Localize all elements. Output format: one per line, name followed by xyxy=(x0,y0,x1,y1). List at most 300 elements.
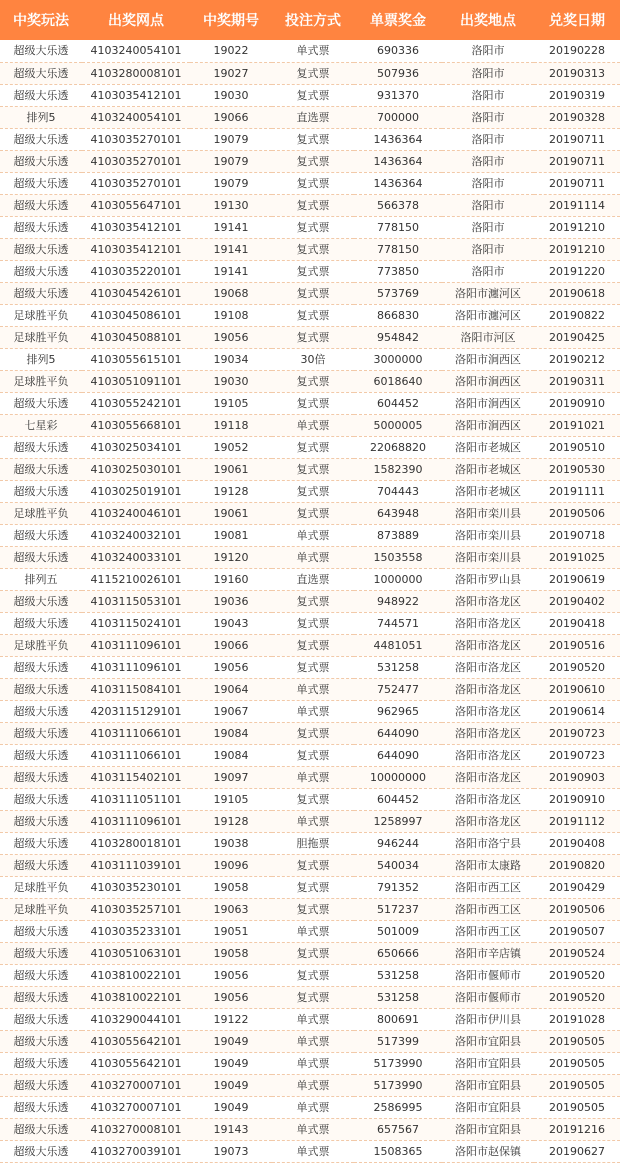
cell-prize-amount: 10000000 xyxy=(354,766,442,788)
cell-claim-date: 20190718 xyxy=(534,524,620,546)
cell-prize-amount: 6018640 xyxy=(354,370,442,392)
cell-play-type: 超级大乐透 xyxy=(0,678,82,700)
cell-bet-method: 复式票 xyxy=(272,282,354,304)
header-outlet: 出奖网点 xyxy=(108,13,164,29)
cell-location: 洛阳市辛店镇 xyxy=(442,942,534,964)
cell-play-type: 超级大乐透 xyxy=(0,744,82,766)
table-row xyxy=(0,458,620,480)
table-row xyxy=(0,348,620,370)
cell-claim-date: 20190506 xyxy=(534,898,620,920)
cell-draw-number: 19118 xyxy=(190,414,272,436)
cell-draw-number: 19105 xyxy=(190,788,272,810)
cell-outlet: 4103270039101 xyxy=(82,1140,190,1162)
cell-prize-amount: 4481051 xyxy=(354,634,442,656)
cell-outlet: 4103810022101 xyxy=(82,986,190,1008)
cell-claim-date: 20191111 xyxy=(534,480,620,502)
cell-outlet: 4103240046101 xyxy=(82,502,190,524)
cell-draw-number: 19056 xyxy=(190,656,272,678)
cell-bet-method: 复式票 xyxy=(272,62,354,84)
cell-claim-date: 20190711 xyxy=(534,150,620,172)
cell-claim-date: 20190524 xyxy=(534,942,620,964)
cell-outlet: 4103280008101 xyxy=(82,62,190,84)
cell-play-type: 足球胜平负 xyxy=(0,876,82,898)
cell-draw-number: 19061 xyxy=(190,502,272,524)
cell-location: 洛阳市涧西区 xyxy=(442,348,534,370)
cell-bet-method: 复式票 xyxy=(272,150,354,172)
table-row xyxy=(0,84,620,106)
cell-bet-method: 复式票 xyxy=(272,986,354,1008)
header-row xyxy=(0,0,620,40)
cell-play-type: 超级大乐透 xyxy=(0,84,82,106)
cell-claim-date: 20190910 xyxy=(534,788,620,810)
cell-draw-number: 19079 xyxy=(190,172,272,194)
cell-claim-date: 20190903 xyxy=(534,766,620,788)
cell-bet-method: 单式票 xyxy=(272,1140,354,1162)
cell-bet-method: 30倍 xyxy=(272,348,354,370)
cell-location: 洛阳市 xyxy=(442,216,534,238)
cell-play-type: 足球胜平负 xyxy=(0,898,82,920)
table-row xyxy=(0,480,620,502)
cell-location: 洛阳市 xyxy=(442,106,534,128)
cell-claim-date: 20191216 xyxy=(534,1118,620,1140)
cell-draw-number: 19049 xyxy=(190,1052,272,1074)
cell-outlet: 4103240032101 xyxy=(82,524,190,546)
table-row xyxy=(0,524,620,546)
cell-location: 洛阳市宜阳县 xyxy=(442,1030,534,1052)
cell-bet-method: 直选票 xyxy=(272,568,354,590)
cell-claim-date: 20190328 xyxy=(534,106,620,128)
cell-claim-date: 20190516 xyxy=(534,634,620,656)
table-row xyxy=(0,62,620,84)
cell-draw-number: 19049 xyxy=(190,1030,272,1052)
cell-outlet: 4103035412101 xyxy=(82,238,190,260)
cell-claim-date: 20190822 xyxy=(534,304,620,326)
cell-draw-number: 19058 xyxy=(190,876,272,898)
table-row xyxy=(0,40,620,62)
table-row xyxy=(0,216,620,238)
cell-play-type: 七星彩 xyxy=(0,414,82,436)
cell-location: 洛阳市栾川县 xyxy=(442,546,534,568)
table-row xyxy=(0,678,620,700)
cell-outlet: 4103035220101 xyxy=(82,260,190,282)
cell-bet-method: 单式票 xyxy=(272,678,354,700)
cell-claim-date: 20190627 xyxy=(534,1140,620,1162)
cell-claim-date: 20190505 xyxy=(534,1096,620,1118)
cell-prize-amount: 540034 xyxy=(354,854,442,876)
cell-claim-date: 20190505 xyxy=(534,1030,620,1052)
cell-location: 洛阳市宜阳县 xyxy=(442,1096,534,1118)
cell-claim-date: 20190228 xyxy=(534,40,620,62)
cell-claim-date: 20190313 xyxy=(534,62,620,84)
cell-prize-amount: 1436364 xyxy=(354,150,442,172)
cell-claim-date: 20190711 xyxy=(534,128,620,150)
cell-draw-number: 19064 xyxy=(190,678,272,700)
cell-prize-amount: 962965 xyxy=(354,700,442,722)
table-row xyxy=(0,788,620,810)
header-claim-date: 兑奖日期 xyxy=(549,13,605,29)
cell-location: 洛阳市栾川县 xyxy=(442,502,534,524)
cell-play-type: 超级大乐透 xyxy=(0,1118,82,1140)
cell-claim-date: 20190418 xyxy=(534,612,620,634)
cell-prize-amount: 948922 xyxy=(354,590,442,612)
cell-location: 洛阳市 xyxy=(442,172,534,194)
cell-draw-number: 19122 xyxy=(190,1008,272,1030)
cell-draw-number: 19022 xyxy=(190,40,272,62)
cell-location: 洛阳市 xyxy=(442,84,534,106)
cell-prize-amount: 866830 xyxy=(354,304,442,326)
cell-claim-date: 20191112 xyxy=(534,810,620,832)
cell-prize-amount: 644090 xyxy=(354,722,442,744)
cell-location: 洛阳市洛龙区 xyxy=(442,678,534,700)
cell-draw-number: 19030 xyxy=(190,370,272,392)
cell-prize-amount: 517237 xyxy=(354,898,442,920)
cell-outlet: 4103035257101 xyxy=(82,898,190,920)
cell-play-type: 超级大乐透 xyxy=(0,1074,82,1096)
cell-bet-method: 胆拖票 xyxy=(272,832,354,854)
cell-bet-method: 复式票 xyxy=(272,656,354,678)
cell-play-type: 超级大乐透 xyxy=(0,238,82,260)
cell-outlet: 4103270008101 xyxy=(82,1118,190,1140)
cell-draw-number: 19141 xyxy=(190,238,272,260)
cell-prize-amount: 5173990 xyxy=(354,1074,442,1096)
cell-play-type: 超级大乐透 xyxy=(0,656,82,678)
cell-play-type: 排列五 xyxy=(0,568,82,590)
cell-location: 洛阳市老城区 xyxy=(442,480,534,502)
cell-draw-number: 19038 xyxy=(190,832,272,854)
cell-draw-number: 19143 xyxy=(190,1118,272,1140)
cell-play-type: 超级大乐透 xyxy=(0,810,82,832)
cell-prize-amount: 954842 xyxy=(354,326,442,348)
table-row xyxy=(0,502,620,524)
cell-draw-number: 19036 xyxy=(190,590,272,612)
cell-location: 洛阳市西工区 xyxy=(442,876,534,898)
cell-bet-method: 复式票 xyxy=(272,216,354,238)
cell-outlet: 4103115402101 xyxy=(82,766,190,788)
cell-draw-number: 19097 xyxy=(190,766,272,788)
cell-draw-number: 19049 xyxy=(190,1096,272,1118)
cell-bet-method: 复式票 xyxy=(272,480,354,502)
table-row xyxy=(0,1008,620,1030)
cell-outlet: 4103035270101 xyxy=(82,150,190,172)
cell-outlet: 4103035412101 xyxy=(82,216,190,238)
cell-claim-date: 20190520 xyxy=(534,986,620,1008)
cell-location: 洛阳市宜阳县 xyxy=(442,1118,534,1140)
cell-bet-method: 复式票 xyxy=(272,238,354,260)
cell-draw-number: 19066 xyxy=(190,106,272,128)
cell-location: 洛阳市 xyxy=(442,238,534,260)
cell-play-type: 足球胜平负 xyxy=(0,326,82,348)
cell-draw-number: 19096 xyxy=(190,854,272,876)
cell-location: 洛阳市西工区 xyxy=(442,920,534,942)
table-header xyxy=(0,0,620,40)
cell-location: 洛阳市伊川县 xyxy=(442,1008,534,1030)
cell-play-type: 超级大乐透 xyxy=(0,832,82,854)
cell-play-type: 超级大乐透 xyxy=(0,612,82,634)
cell-outlet: 4103115084101 xyxy=(82,678,190,700)
cell-location: 洛阳市罗山县 xyxy=(442,568,534,590)
cell-outlet: 4103035233101 xyxy=(82,920,190,942)
cell-outlet: 4103270007101 xyxy=(82,1096,190,1118)
table-row xyxy=(0,656,620,678)
cell-outlet: 4103240033101 xyxy=(82,546,190,568)
cell-play-type: 超级大乐透 xyxy=(0,700,82,722)
cell-outlet: 4103055242101 xyxy=(82,392,190,414)
cell-outlet: 4103051063101 xyxy=(82,942,190,964)
cell-location: 洛阳市涧西区 xyxy=(442,414,534,436)
cell-claim-date: 20190723 xyxy=(534,744,620,766)
table-row xyxy=(0,722,620,744)
cell-claim-date: 20190520 xyxy=(534,964,620,986)
cell-draw-number: 19081 xyxy=(190,524,272,546)
cell-outlet: 4103111096101 xyxy=(82,634,190,656)
cell-bet-method: 复式票 xyxy=(272,942,354,964)
cell-bet-method: 单式票 xyxy=(272,1074,354,1096)
cell-prize-amount: 778150 xyxy=(354,216,442,238)
cell-location: 洛阳市洛龙区 xyxy=(442,700,534,722)
cell-outlet: 4103111066101 xyxy=(82,744,190,766)
cell-outlet: 4103025034101 xyxy=(82,436,190,458)
cell-location: 洛阳市河区 xyxy=(442,326,534,348)
cell-bet-method: 单式票 xyxy=(272,1118,354,1140)
cell-claim-date: 20190910 xyxy=(534,392,620,414)
cell-bet-method: 复式票 xyxy=(272,392,354,414)
cell-prize-amount: 604452 xyxy=(354,788,442,810)
cell-prize-amount: 657567 xyxy=(354,1118,442,1140)
cell-location: 洛阳市栾川县 xyxy=(442,524,534,546)
cell-prize-amount: 931370 xyxy=(354,84,442,106)
cell-location: 洛阳市洛龙区 xyxy=(442,634,534,656)
cell-outlet: 4103240054101 xyxy=(82,106,190,128)
cell-draw-number: 19160 xyxy=(190,568,272,590)
cell-bet-method: 复式票 xyxy=(272,502,354,524)
cell-bet-method: 单式票 xyxy=(272,810,354,832)
cell-draw-number: 19073 xyxy=(190,1140,272,1162)
cell-claim-date: 20191220 xyxy=(534,260,620,282)
cell-bet-method: 复式票 xyxy=(272,634,354,656)
cell-draw-number: 19058 xyxy=(190,942,272,964)
table-row xyxy=(0,150,620,172)
cell-draw-number: 19079 xyxy=(190,128,272,150)
cell-bet-method: 单式票 xyxy=(272,700,354,722)
cell-play-type: 超级大乐透 xyxy=(0,436,82,458)
cell-play-type: 超级大乐透 xyxy=(0,1140,82,1162)
table-row xyxy=(0,568,620,590)
cell-play-type: 超级大乐透 xyxy=(0,172,82,194)
cell-outlet: 4103035412101 xyxy=(82,84,190,106)
cell-prize-amount: 1436364 xyxy=(354,172,442,194)
cell-play-type: 超级大乐透 xyxy=(0,282,82,304)
header-draw-number: 中奖期号 xyxy=(203,13,259,29)
cell-claim-date: 20190429 xyxy=(534,876,620,898)
cell-location: 洛阳市宜阳县 xyxy=(442,1052,534,1074)
table-row xyxy=(0,128,620,150)
cell-prize-amount: 3000000 xyxy=(354,348,442,370)
table-row xyxy=(0,700,620,722)
cell-play-type: 超级大乐透 xyxy=(0,920,82,942)
table-row xyxy=(0,832,620,854)
cell-play-type: 足球胜平负 xyxy=(0,502,82,524)
cell-play-type: 超级大乐透 xyxy=(0,964,82,986)
cell-bet-method: 复式票 xyxy=(272,964,354,986)
cell-bet-method: 单式票 xyxy=(272,546,354,568)
table-row xyxy=(0,392,620,414)
table-row xyxy=(0,854,620,876)
table-row xyxy=(0,634,620,656)
table-row xyxy=(0,194,620,216)
cell-play-type: 超级大乐透 xyxy=(0,788,82,810)
cell-play-type: 超级大乐透 xyxy=(0,722,82,744)
cell-bet-method: 复式票 xyxy=(272,590,354,612)
cell-claim-date: 20190530 xyxy=(534,458,620,480)
cell-location: 洛阳市赵保镇 xyxy=(442,1140,534,1162)
cell-outlet: 4103111096101 xyxy=(82,810,190,832)
cell-location: 洛阳市洛龙区 xyxy=(442,810,534,832)
cell-outlet: 4103111039101 xyxy=(82,854,190,876)
cell-location: 洛阳市洛龙区 xyxy=(442,722,534,744)
cell-draw-number: 19120 xyxy=(190,546,272,568)
cell-prize-amount: 1503558 xyxy=(354,546,442,568)
cell-bet-method: 复式票 xyxy=(272,876,354,898)
cell-draw-number: 19034 xyxy=(190,348,272,370)
cell-location: 洛阳市洛宁县 xyxy=(442,832,534,854)
cell-prize-amount: 5000005 xyxy=(354,414,442,436)
cell-claim-date: 20190610 xyxy=(534,678,620,700)
cell-play-type: 超级大乐透 xyxy=(0,480,82,502)
cell-location: 洛阳市偃师市 xyxy=(442,964,534,986)
table-row xyxy=(0,810,620,832)
cell-play-type: 超级大乐透 xyxy=(0,854,82,876)
cell-play-type: 超级大乐透 xyxy=(0,524,82,546)
table-row xyxy=(0,326,620,348)
cell-bet-method: 单式票 xyxy=(272,766,354,788)
cell-draw-number: 19128 xyxy=(190,480,272,502)
table-row xyxy=(0,238,620,260)
cell-claim-date: 20190319 xyxy=(534,84,620,106)
table-row xyxy=(0,942,620,964)
cell-play-type: 超级大乐透 xyxy=(0,986,82,1008)
cell-outlet: 4103035270101 xyxy=(82,172,190,194)
cell-draw-number: 19056 xyxy=(190,986,272,1008)
cell-play-type: 排列5 xyxy=(0,348,82,370)
cell-play-type: 超级大乐透 xyxy=(0,392,82,414)
cell-bet-method: 复式票 xyxy=(272,260,354,282)
table-body xyxy=(0,40,620,1162)
cell-draw-number: 19043 xyxy=(190,612,272,634)
cell-claim-date: 20191028 xyxy=(534,1008,620,1030)
cell-outlet: 4103045426101 xyxy=(82,282,190,304)
cell-bet-method: 单式票 xyxy=(272,524,354,546)
cell-draw-number: 19066 xyxy=(190,634,272,656)
cell-draw-number: 19141 xyxy=(190,260,272,282)
cell-outlet: 4103810022101 xyxy=(82,964,190,986)
cell-draw-number: 19049 xyxy=(190,1074,272,1096)
cell-bet-method: 单式票 xyxy=(272,414,354,436)
cell-outlet: 4103035230101 xyxy=(82,876,190,898)
cell-claim-date: 20191114 xyxy=(534,194,620,216)
cell-play-type: 超级大乐透 xyxy=(0,260,82,282)
cell-play-type: 足球胜平负 xyxy=(0,370,82,392)
cell-bet-method: 单式票 xyxy=(272,1052,354,1074)
cell-outlet: 4103055642101 xyxy=(82,1052,190,1074)
cell-prize-amount: 1000000 xyxy=(354,568,442,590)
cell-play-type: 超级大乐透 xyxy=(0,150,82,172)
cell-prize-amount: 1258997 xyxy=(354,810,442,832)
cell-outlet: 4103280018101 xyxy=(82,832,190,854)
table-row xyxy=(0,744,620,766)
cell-draw-number: 19056 xyxy=(190,964,272,986)
cell-outlet: 4103290044101 xyxy=(82,1008,190,1030)
cell-location: 洛阳市洛龙区 xyxy=(442,656,534,678)
table-row xyxy=(0,260,620,282)
cell-outlet: 4103045086101 xyxy=(82,304,190,326)
cell-claim-date: 20190425 xyxy=(534,326,620,348)
cell-claim-date: 20190212 xyxy=(534,348,620,370)
table-row xyxy=(0,986,620,1008)
cell-bet-method: 复式票 xyxy=(272,744,354,766)
cell-prize-amount: 1582390 xyxy=(354,458,442,480)
cell-bet-method: 复式票 xyxy=(272,128,354,150)
cell-bet-method: 复式票 xyxy=(272,898,354,920)
cell-bet-method: 复式票 xyxy=(272,304,354,326)
table-row xyxy=(0,304,620,326)
table-row xyxy=(0,898,620,920)
cell-prize-amount: 650666 xyxy=(354,942,442,964)
cell-bet-method: 复式票 xyxy=(272,612,354,634)
cell-draw-number: 19141 xyxy=(190,216,272,238)
cell-play-type: 足球胜平负 xyxy=(0,634,82,656)
cell-play-type: 超级大乐透 xyxy=(0,766,82,788)
cell-draw-number: 19030 xyxy=(190,84,272,106)
cell-bet-method: 复式票 xyxy=(272,370,354,392)
cell-outlet: 4103055642101 xyxy=(82,1030,190,1052)
table-row xyxy=(0,1052,620,1074)
cell-play-type: 超级大乐透 xyxy=(0,1052,82,1074)
cell-bet-method: 复式票 xyxy=(272,722,354,744)
cell-bet-method: 复式票 xyxy=(272,194,354,216)
cell-prize-amount: 690336 xyxy=(354,40,442,62)
cell-play-type: 超级大乐透 xyxy=(0,216,82,238)
cell-claim-date: 20190510 xyxy=(534,436,620,458)
cell-prize-amount: 744571 xyxy=(354,612,442,634)
cell-draw-number: 19051 xyxy=(190,920,272,942)
cell-location: 洛阳市 xyxy=(442,150,534,172)
cell-prize-amount: 946244 xyxy=(354,832,442,854)
cell-bet-method: 单式票 xyxy=(272,920,354,942)
cell-location: 洛阳市洛龙区 xyxy=(442,766,534,788)
cell-draw-number: 19084 xyxy=(190,722,272,744)
cell-location: 洛阳市太康路 xyxy=(442,854,534,876)
cell-location: 洛阳市洛龙区 xyxy=(442,612,534,634)
table-row xyxy=(0,1096,620,1118)
cell-draw-number: 19056 xyxy=(190,326,272,348)
cell-prize-amount: 800691 xyxy=(354,1008,442,1030)
cell-claim-date: 20190505 xyxy=(534,1074,620,1096)
cell-draw-number: 19084 xyxy=(190,744,272,766)
cell-outlet: 4103055615101 xyxy=(82,348,190,370)
cell-prize-amount: 778150 xyxy=(354,238,442,260)
cell-claim-date: 20190723 xyxy=(534,722,620,744)
cell-bet-method: 单式票 xyxy=(272,1008,354,1030)
cell-bet-method: 复式票 xyxy=(272,436,354,458)
cell-play-type: 超级大乐透 xyxy=(0,40,82,62)
header-prize-amount: 单票奖金 xyxy=(370,13,426,29)
cell-claim-date: 20190505 xyxy=(534,1052,620,1074)
cell-play-type: 超级大乐透 xyxy=(0,1008,82,1030)
cell-draw-number: 19108 xyxy=(190,304,272,326)
cell-prize-amount: 507936 xyxy=(354,62,442,84)
cell-claim-date: 20190820 xyxy=(534,854,620,876)
cell-claim-date: 20190402 xyxy=(534,590,620,612)
